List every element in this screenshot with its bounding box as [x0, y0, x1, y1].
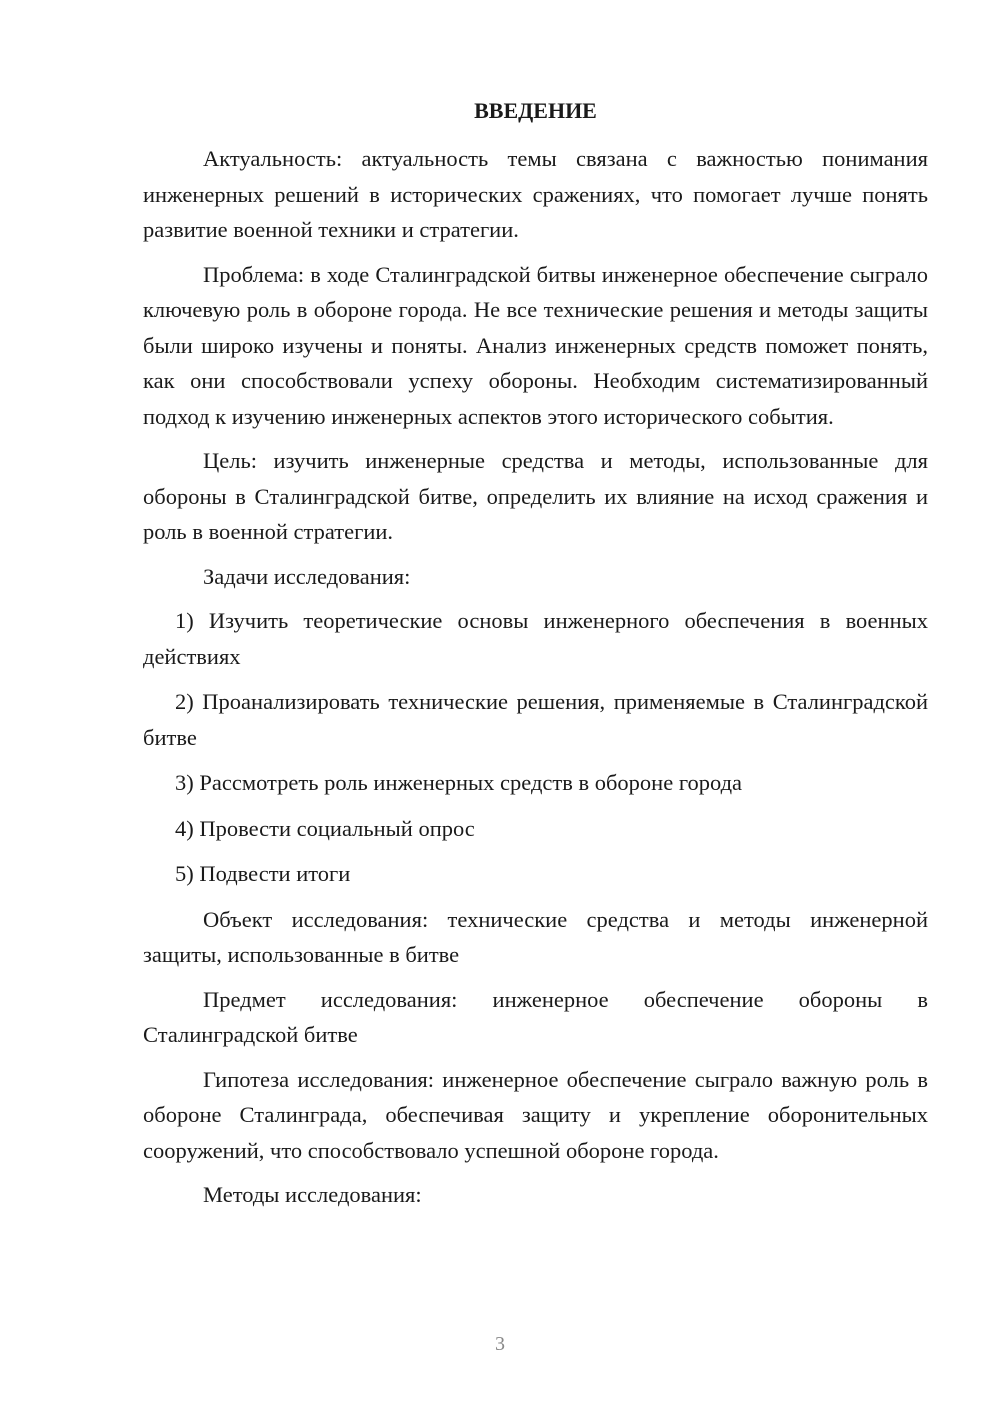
task-item: 3) Рассмотреть роль инженерных средств в обороне города [175, 770, 743, 795]
tasks-heading: Задачи исследования: [203, 563, 411, 589]
task-item: 2) Проанализировать технические решения, применяемые в Сталинградской битве [143, 689, 928, 750]
task-item: 5) Подвести итоги [175, 861, 351, 886]
subject-paragraph: Предмет исследования: инженерное обеспечение обороны в Сталинградской битве [143, 986, 928, 1047]
task-item: 1) Изучить теоретические основы инженерного обеспечения в военных действиях [143, 608, 928, 669]
hypothesis-paragraph: Гипотеза исследования: инженерное обеспечение сыграло важную роль в обороне Сталинграда, обеспечивая защиту и укрепление оборонительных сооружений, что способствовало успешной обороне города. [143, 1066, 928, 1163]
goal-paragraph: Цель: изучить инженерные средства и методы, использованные для обороны в Сталинградской битве, определить их влияние на исход сражения и роль в военной стратегии. [143, 448, 928, 544]
document-page [143, 93, 928, 1222]
methods-heading: Методы исследования: [203, 1182, 422, 1207]
task-item: 4) Провести социальный опрос [175, 815, 475, 841]
relevance-paragraph: Актуальность: актуальность темы связана с важностью понимания инженерных решений в исторических сражениях, что помогает лучше понять развитие военной техники и стратегии. [143, 146, 928, 242]
problem-paragraph: Проблема: в ходе Сталинградской битвы инженерное обеспечение сыграло ключевую роль в обороне города. Не все технические решения и методы защиты были широко изучены и поняты. Анализ инженерных средств поможет понять, как они способствовали успеху обороны. Необходим систематизированный подход к изучению инженерных аспектов этого исторического события. [143, 261, 928, 429]
page-title: ВВЕДЕНИЕ [474, 98, 597, 123]
object-paragraph: Объект исследования: технические средства и методы инженерной защиты, использованные в битве [143, 906, 928, 967]
tasks-list [143, 603, 928, 892]
page-number: 3 [495, 1333, 505, 1355]
